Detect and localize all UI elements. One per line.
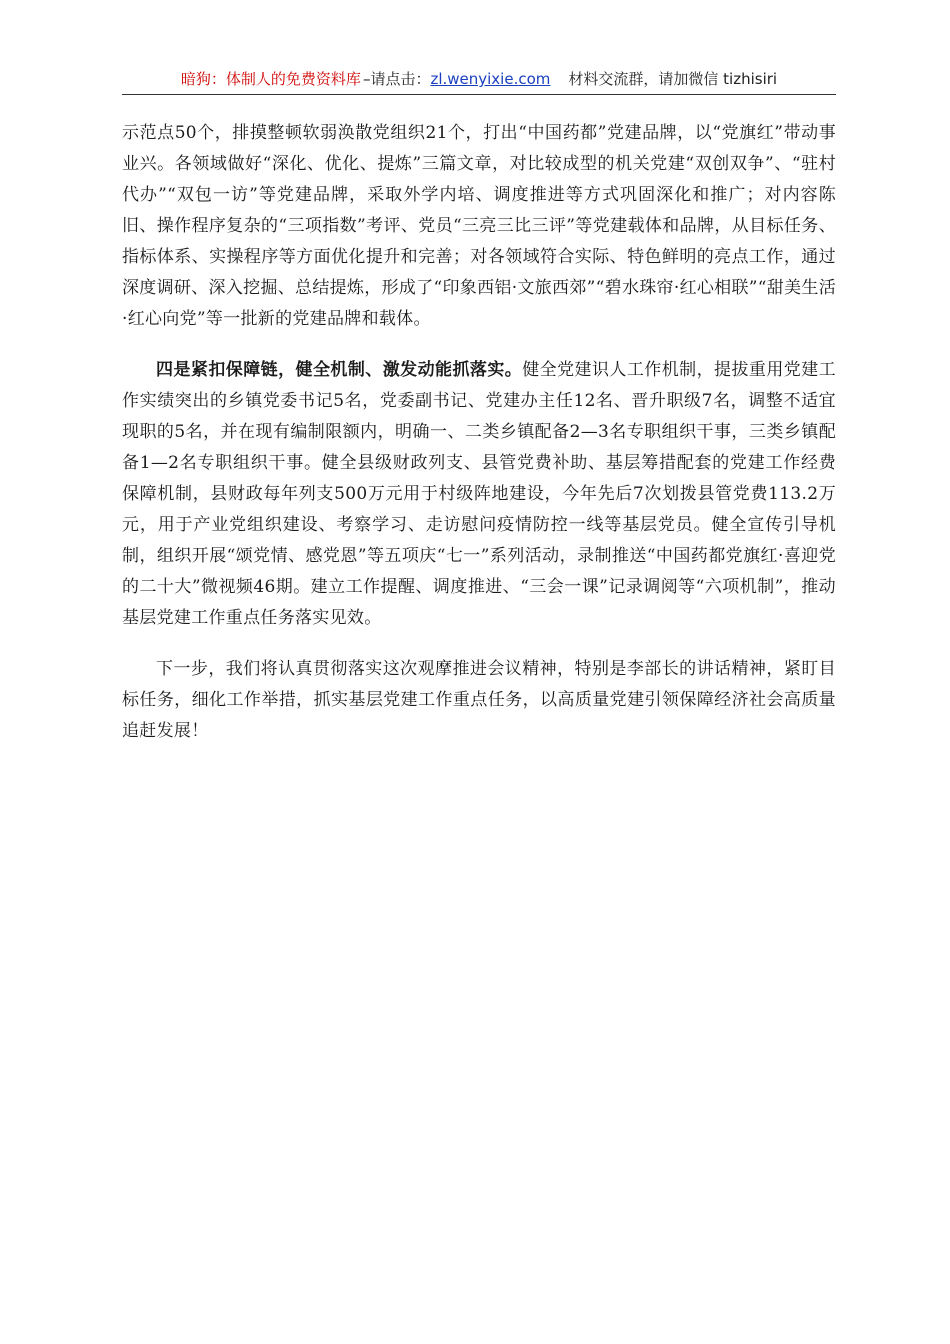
header-separator: –请点击：	[362, 70, 431, 88]
page-header	[122, 64, 836, 95]
document-body	[122, 118, 836, 767]
header-contact: 材料交流群，请加微信 tizhisiri	[568, 70, 778, 88]
paragraph-continued	[122, 118, 836, 335]
paragraph-text: 健全党建识人工作机制，提拔重用党建工作实绩突出的乡镇党委书记5名，党委副书记、党建办主任12名、晋升职级7名，调整不适宜现职的5名，并在现有编制限额内，明确一、二类乡镇配备2—3名专职组织干事，三类乡镇配备1—2名专职组织干事。健全县级财政列支、县管党费补助、基层筹措配套的党建工作经费保障机制，县财政每年列支500万元用于村级阵地建设，今年先后7次划拨县管党费113.2万元，用于产业党组织建设、考察学习、走访慰问疫情防控一线等基层党员。健全宣传引导机制，组织开展“颂党情、感党恩”等五项庆“七一”系列活动，录制推送“中国药都党旗红·喜迎党的二十大”微视频46期。建立工作提醒、调度推进、“三会一课”记录调阅等“六项机制”，推动基层党建工作重点任务落实见效。	[122, 360, 836, 628]
paragraph-text: 示范点50个，排摸整顿软弱涣散党组织21个，打出“中国药都”党建品牌，以“党旗红”带动事业兴。各领域做好“深化、优化、提炼”三篇文章，对比较成型的机关党建“双创双争”、“驻村代办”“双包一访”等党建品牌，采取外学内培、调度推进等方式巩固深化和推广；对内容陈旧、操作程序复杂的“三项指数”考评、党员“三亮三比三评”等党建载体和品牌，从目标任务、指标体系、实操程序等方面优化提升和完善；对各领域符合实际、特色鲜明的亮点工作，通过深度调研、深入挖掘、总结提炼，形成了“印象西铝·文旅西郊”“碧水珠帘·红心相联”“甜美生活·红心向党”等一批新的党建品牌和载体。	[122, 123, 836, 329]
paragraph-next-steps	[122, 654, 836, 747]
paragraph-text: 下一步，我们将认真贯彻落实这次观摩推进会议精神，特别是李部长的讲话精神，紧盯目标任务，细化工作举措，抓实基层党建工作重点任务，以高质量党建引领保障经济社会高质量追赶发展！	[122, 659, 836, 741]
paragraph-guarantee-chain	[122, 355, 836, 634]
header-brand: 暗狗：体制人的免费资料库	[180, 70, 361, 88]
paragraph-heading: 四是紧扣保障链，健全机制、激发动能抓落实。	[156, 360, 523, 380]
header-link[interactable]: zl.wenyixie.com	[430, 70, 551, 88]
